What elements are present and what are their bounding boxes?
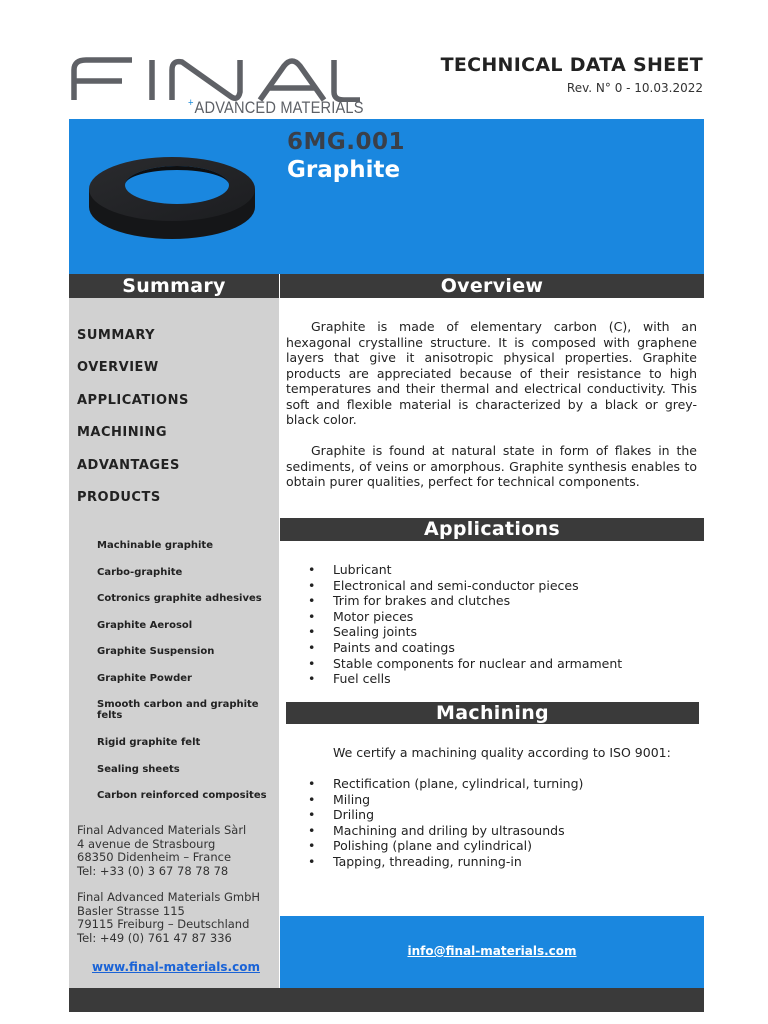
summary-heading: Summary xyxy=(69,274,279,298)
product-link[interactable]: Graphite Powder xyxy=(97,672,192,684)
list-item: • Machining and driling by ultrasounds xyxy=(308,823,583,839)
applications-heading: Applications xyxy=(280,518,704,541)
logo-subtitle: +ADVANCED MATERIALS xyxy=(188,97,364,117)
list-item: • Electronical and semi-conductor pieces xyxy=(308,578,622,594)
nav-item-applications[interactable]: APPLICATIONS xyxy=(77,392,189,408)
product-link[interactable]: Machinable graphite xyxy=(97,540,213,551)
product-link[interactable]: Smooth carbon and graphite felts xyxy=(97,699,259,721)
product-link[interactable]: Rigid graphite felt xyxy=(97,737,201,748)
company-logo xyxy=(70,56,364,118)
nav-item-machining[interactable]: MACHINING xyxy=(77,425,168,441)
product-list xyxy=(97,540,277,817)
list-item: • Fuel cells xyxy=(308,671,622,687)
nav-item-overview[interactable]: OVERVIEW xyxy=(77,360,159,376)
revision-info: Rev. N° 0 - 10.03.2022 xyxy=(566,81,703,95)
machining-list xyxy=(308,776,583,870)
list-item: • Lubricant xyxy=(308,562,622,578)
list-item: • Miling xyxy=(308,792,583,808)
list-item: • Sealing joints xyxy=(308,624,622,640)
overview-paragraph: Graphite is made of elementary carbon (C), with an hexagonal crystalline structure. It is composed with graphene layers that give it anisotropic physical properties. Graphite products are appreciated because of their resistance to high temperatures and their thermal and electrical conductivity. This soft and flexible material is characterized by a black or grey-black color. xyxy=(286,319,697,427)
graphite-ring-image xyxy=(87,149,257,241)
product-name: Graphite xyxy=(287,157,401,183)
machining-intro: We certify a machining quality according to ISO 9001: xyxy=(333,745,671,760)
contact-email-link[interactable]: info@final-materials.com xyxy=(407,944,577,958)
nav-item-summary[interactable]: SUMMARY xyxy=(77,328,156,343)
overview-heading: Overview xyxy=(280,274,704,298)
sidebar-nav xyxy=(77,328,189,522)
sidebar xyxy=(69,298,279,988)
address-line: 68350 Didenheim – France xyxy=(77,850,232,864)
overview-paragraph: Graphite is found at natural state in form of flakes in the sediments, of veins or amorphous. Graphite synthesis enables to obtain purer qualities, perfect for technical components. xyxy=(286,443,697,489)
address-line: Tel: +49 (0) 761 47 87 336 xyxy=(77,930,232,945)
address-france xyxy=(77,824,246,878)
product-link[interactable]: Cotronics graphite adhesives xyxy=(97,593,262,604)
product-link[interactable]: Graphite Aerosol xyxy=(97,619,193,631)
product-banner xyxy=(69,119,704,274)
address-line: Final Advanced Materials GmbH xyxy=(77,890,261,904)
nav-item-products[interactable]: PRODUCTS xyxy=(77,489,161,505)
product-link[interactable]: Sealing sheets xyxy=(97,763,180,775)
product-code: 6MG.001 xyxy=(287,129,406,155)
machining-heading: Machining xyxy=(286,702,699,724)
address-line: 4 avenue de Strasbourg xyxy=(77,836,216,851)
logo-wordmark xyxy=(70,56,360,102)
footer-bar xyxy=(69,988,704,1012)
document-title: TECHNICAL DATA SHEET xyxy=(440,54,703,76)
nav-item-advantages[interactable]: ADVANTAGES xyxy=(77,457,180,473)
website-link[interactable]: www.final-materials.com xyxy=(92,960,260,974)
list-item: • Motor pieces xyxy=(308,609,622,625)
product-link[interactable]: Carbo-graphite xyxy=(97,566,183,578)
list-item: • Tapping, threading, running-in xyxy=(308,854,583,870)
list-item: • Driling xyxy=(308,807,583,823)
list-item: • Trim for brakes and clutches xyxy=(308,593,622,609)
address-line: 79115 Freiburg – Deutschland xyxy=(77,917,250,931)
address-germany xyxy=(77,891,260,945)
list-item: • Rectification (plane, cylindrical, turning) xyxy=(308,776,583,792)
list-item: • Stable components for nuclear and armament xyxy=(308,656,622,672)
address-line: Final Advanced Materials Sàrl xyxy=(77,823,247,837)
product-link[interactable]: Graphite Suspension xyxy=(97,646,215,657)
product-link[interactable]: Carbon reinforced composites xyxy=(97,790,267,801)
contact-box xyxy=(280,916,704,988)
address-line: Basler Strasse 115 xyxy=(77,903,185,918)
address-line: Tel: +33 (0) 3 67 78 78 78 xyxy=(77,863,229,878)
list-item: • Paints and coatings xyxy=(308,640,622,656)
list-item: • Polishing (plane and cylindrical) xyxy=(308,838,583,854)
applications-list xyxy=(308,562,622,687)
